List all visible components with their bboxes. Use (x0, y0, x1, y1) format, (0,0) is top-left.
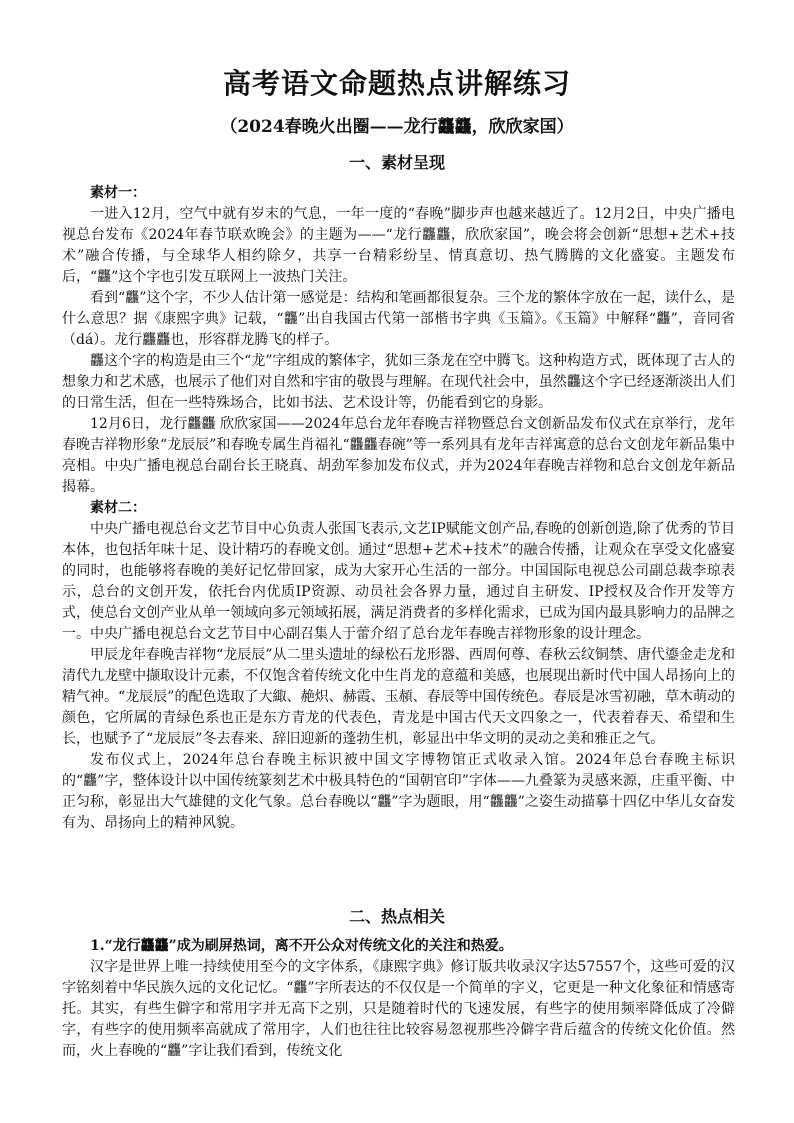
section-body-materials (62, 183, 735, 834)
paragraph: 看到“龘”这个字，不少人估计第一感觉是：结构和笔画都很复杂。三个龙的繁体字放在一起，读什么，是什么意思？据《康熙字典》记载，“龘”出自我国古代第一部楷书字典《玉篇》。《玉篇》中解释“龘”，音同省（dá）。龙行龘龘也，形容群龙腾飞的样子。 (62, 290, 735, 348)
section-body-hotspot (62, 936, 735, 1062)
paragraph: 龘这个字的构造是由三个“龙”字组成的繁体字，犹如三条龙在空中腾飞。这种构造方式，既体现了古人的想象力和艺术感，也展示了他们对自然和宇宙的敬畏与理解。在现代社会中，虽然龘这个字已经逐渐淡出人们的日常生活，但在一些特殊场合，比如书法、艺术设计等，仍能看到它的身影。 (62, 353, 735, 411)
paragraph: 发布仪式上，2024年总台春晚主标识被中国文字博物馆正式收录入馆。2024年总台春晚主标识的“龘”字，整体设计以中国传统篆刻艺术中极具特色的“国朝官印”字体——九叠篆为灵感来源，庄重平衡、中正匀称，彰显出大气雄健的文化气象。总台春晚以“龘”字为题眼，用“龘龘”之姿生动描摹十四亿中华儿女奋发有为、昂扬向上的精神风貌。 (62, 752, 735, 831)
section-heading-materials: 一、素材呈现 (348, 153, 445, 172)
paragraph: 12月6日，龙行龘龘 欣欣家国——2024年总台龙年春晚吉祥物暨总台文创新品发布仪式在京举行，龙年春晚吉祥物形象“龙辰辰”和春晚专属生肖福礼“龘龘春碗”等一系列具有龙年吉祥寓意的总台文创龙年新品集中亮相。中央广播电视总台副台长王晓真、胡劲军参加发布仪式，并为2024年春晚吉祥物和总台文创龙年新品揭幕。 (62, 416, 735, 495)
section-heading-hotspot: 二、热点相关 (348, 907, 445, 926)
paragraph: 一进入12月，空气中就有岁末的气息，一年一度的“春晚”脚步声也越来越近了。12月2日，中央广播电视总台发布《2024年春节联欢晚会》的主题为——“龙行龘龘，欣欣家国”，晚会将会创新“思想+艺术+技术”融合传播，与全球华人相约除夕，共享一台精彩纷呈、情真意切、热气腾腾的文化盛宴。主题发布后，“龘”这个字也引发互联网上一波热门关注。 (62, 206, 735, 285)
paragraph: 汉字是世界上唯一持续使用至今的文字体系，《康熙字典》修订版共收录汉字达57557个，这些可爱的汉字铭刻着中华民族久远的文化记忆。“龘”字所表达的不仅仅是一个简单的字义，它更是一种文化象征和情感寄托。其实，有些生僻字和常用字并无高下之别，只是随着时代的飞速发展，有些字的使用频率降低成了冷僻字，有些字的使用频率高就成了常用字，人们也往往比较容易忽视那些冷僻字背后蕴含的传统文化价值。然而，火上春晚的“龘”字让我们看到，传统文化 (62, 959, 735, 1059)
material-label-1: 素材一： (90, 185, 146, 201)
document-subtitle: （2024春晚火出圈——龙行龘龘，欣欣家国） (220, 117, 574, 137)
paragraph: 中央广播电视总台文艺节目中心负责人张国飞表示,文艺IP赋能文创产品,春晚的创新创造,除了优秀的节目本体，也包括年味十足、设计精巧的春晚文创。通过“思想+艺术+技术”的融合传播，让观众在享受文化盛宴的同时，也能够将春晚的美好记忆带回家，成为大家开心生活的一部分。中国国际电视总公司副总裁李琼表示，总台的文创开发，依托台内优质IP资源、动员社会各界力量，通过自主研发、IP授权及合作开发等方式，使总台文创产业从单一领域向多元领域拓展，满足消费者的多样化需求，已成为国内最具影响力的品牌之一。中央广播电视总台文艺节目中心副召集人于蕾介绍了总台龙年春晚吉祥物形象的设计理念。 (62, 521, 735, 642)
paragraph: 甲辰龙年春晚吉祥物“龙辰辰”从二里头遗址的绿松石龙形器、西周何尊、春秋云纹铜禁、唐代鎏金走龙和清代九龙壁中撷取设计元素，不仅饱含着传统文化中生肖龙的意蕴和美感，也展现出新时代中国人昂扬向上的精气神。“龙辰辰”的配色选取了大緅、赩炽、赫霞、玉頳、春辰等中国传统色。春辰是冰雪初融，草木萌动的颜色，它所属的青绿色系也正是东方青龙的代表色，青龙是中国古代天文四象之一，代表着春天、希望和生长，也赋予了“龙辰辰”冬去春来、辞旧迎新的蓬勃生机，彰显出中华文明的灵动之美和雅正之气。 (62, 647, 735, 747)
point-heading: 1.“龙行龘龘”成为刷屏热词，离不开公众对传统文化的关注和热爱。 (90, 938, 513, 954)
document-title: 高考语文命题热点讲解练习 (222, 67, 571, 100)
material-label-2: 素材二： (90, 500, 146, 516)
